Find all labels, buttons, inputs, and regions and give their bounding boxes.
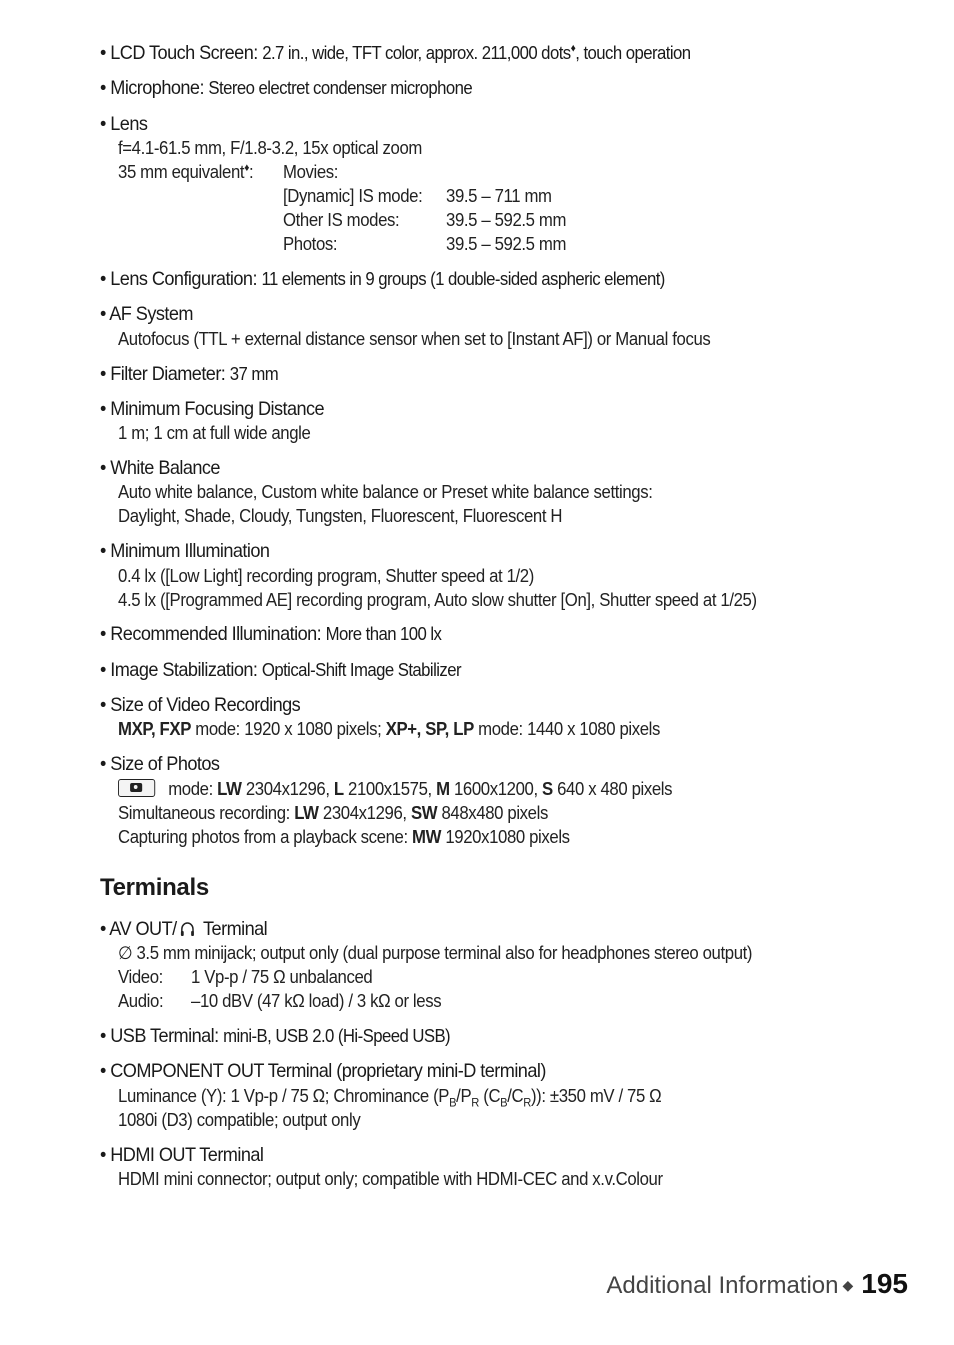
photo-size-line2: Simultaneous recording: LW 2304x1296, SW 848x480 pixels xyxy=(118,803,548,823)
photo-size-line1: mode: LW 2304x1296, L 2100x1575, M 1600x1200, S 640 x 480 pixels xyxy=(118,779,672,800)
min-focus-line1: 1 m; 1 cm at full wide angle xyxy=(118,423,311,443)
lens-row-range: 39.5 – 592.5 mm xyxy=(446,234,567,254)
min-illum-line2: 4.5 lx ([Programmed AE] recording program, Auto slow shutter [On], Shutter speed at 1/25) xyxy=(118,590,757,610)
lens-row-mode: Photos: xyxy=(283,234,338,254)
camera-icon xyxy=(118,779,155,797)
footer-section: Additional Information xyxy=(606,1272,839,1299)
spec-video-size: • Size of Video Recordings xyxy=(100,694,301,716)
component-line2: 1080i (D3) compatible; output only xyxy=(118,1110,361,1130)
lens-movies: Movies: xyxy=(283,162,339,182)
lens-line1: f=4.1-61.5 mm, F/1.8-3.2, 15x optical zoom xyxy=(118,138,422,158)
spec-lcd: • LCD Touch Screen: 2.7 in., wide, TFT color, approx. 211,000 dots♦, touch operation xyxy=(100,42,691,64)
spec-microphone: • Microphone: Stereo electret condenser microphone xyxy=(100,77,473,99)
photo-size-line3: Capturing photos from a playback scene: MW 1920x1080 pixels xyxy=(118,827,570,847)
lens-row-mode: [Dynamic] IS mode: xyxy=(283,186,423,206)
terminals-heading: Terminals xyxy=(100,874,209,901)
hdmi-line1: HDMI mini connector; output only; compatible with HDMI-CEC and x.v.Colour xyxy=(118,1169,663,1189)
wb-line1: Auto white balance, Custom white balance or Preset white balance settings: xyxy=(118,482,653,502)
spec-filter-diameter: • Filter Diameter: 37 mm xyxy=(100,363,279,385)
spec-av-out: • AV OUT/ Terminal xyxy=(100,918,268,940)
spec-white-balance: • White Balance xyxy=(100,457,220,479)
spec-min-illumination: • Minimum Illumination xyxy=(100,540,270,562)
spec-recommended-illumination: • Recommended Illumination: More than 100 lx xyxy=(100,623,442,645)
spec-image-stabilization: • Image Stabilization: Optical-Shift Image Stabilizer xyxy=(100,659,461,681)
lens-equiv: 35 mm equivalent♦: xyxy=(118,162,254,182)
spec-lens-label: • Lens xyxy=(100,113,148,135)
diamond-icon: ◆ xyxy=(842,1277,854,1293)
av-audio-value: –10 dBV (47 kΩ load) / 3 kΩ or less xyxy=(191,991,442,1011)
lens-row-range: 39.5 – 711 mm xyxy=(446,186,552,206)
av-line1: ∅ 3.5 mm minijack; output only (dual purpose terminal also for headphones stereo output) xyxy=(118,943,753,963)
av-video-value: 1 Vp-p / 75 Ω unbalanced xyxy=(191,967,373,987)
lens-row-range: 39.5 – 592.5 mm xyxy=(446,210,567,230)
spec-lens-configuration: • Lens Configuration: 11 elements in 9 groups (1 double-sided aspheric element) xyxy=(100,268,665,290)
av-video-key: Video: xyxy=(118,967,163,987)
av-audio-key: Audio: xyxy=(118,991,164,1011)
spec-af-system: • AF System xyxy=(100,303,193,325)
page-number: 195 xyxy=(861,1268,908,1299)
af-line1: Autofocus (TTL + external distance sensor when set to [Instant AF]) or Manual focus xyxy=(118,329,711,349)
spec-photo-size: • Size of Photos xyxy=(100,753,220,775)
video-size-line1: MXP, FXP mode: 1920 x 1080 pixels; XP+, SP, LP mode: 1440 x 1080 pixels xyxy=(118,719,661,739)
spec-hdmi-out: • HDMI OUT Terminal xyxy=(100,1144,264,1166)
spec-min-focus: • Minimum Focusing Distance xyxy=(100,398,325,420)
page-footer xyxy=(606,1268,908,1300)
lens-row-mode: Other IS modes: xyxy=(283,210,400,230)
spec-component-out: • COMPONENT OUT Terminal (proprietary mini-D terminal) xyxy=(100,1060,546,1082)
spec-usb: • USB Terminal: mini-B, USB 2.0 (Hi-Speed USB) xyxy=(100,1025,451,1047)
headphones-icon xyxy=(180,921,195,937)
wb-line2: Daylight, Shade, Cloudy, Tungsten, Fluorescent, Fluorescent H xyxy=(118,506,563,526)
min-illum-line1: 0.4 lx ([Low Light] recording program, Shutter speed at 1/2) xyxy=(118,566,534,586)
component-line1: Luminance (Y): 1 Vp-p / 75 Ω; Chrominance ($P_B/P_R$ $(C_B/C_R)$): ±350 mV / 75 Ω xyxy=(118,1086,662,1110)
